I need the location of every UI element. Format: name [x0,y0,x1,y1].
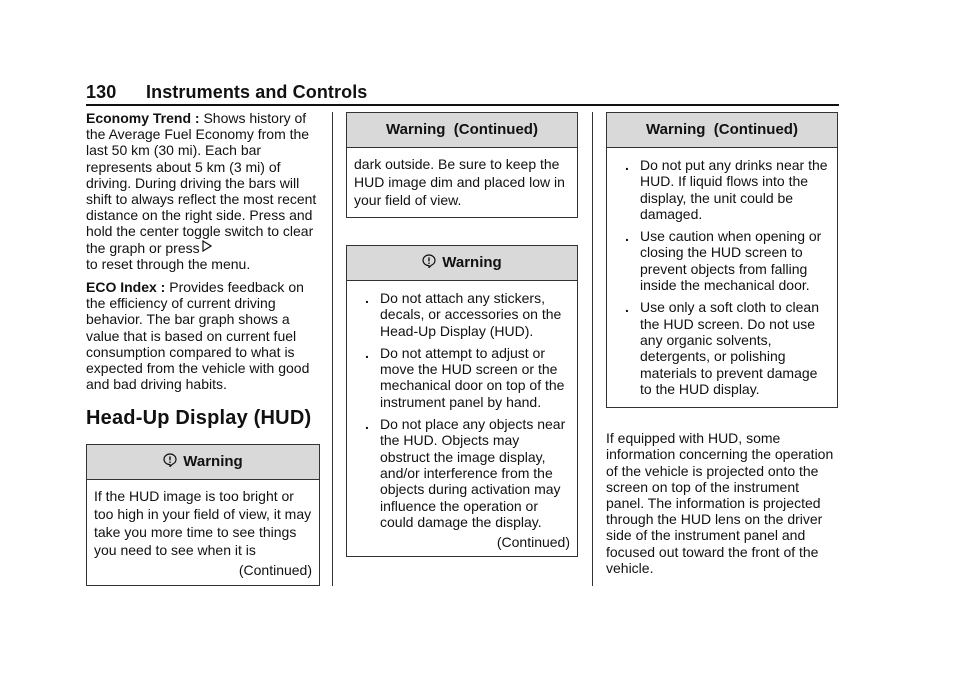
bullet-mark: . [365,416,369,433]
list-item-text: Do not put any drinks near the HUD. If liquid flows into the display, the unit could be damaged. [640,157,828,222]
hud-description-paragraph: If equipped with HUD, some information concerning the operation of the vehicle is projected onto the screen on top of the instrument panel. The information is projected through the HUD lens on the driver side of the instrument panel and focused out toward the front of the vehicle. [606,430,834,576]
list-item-text: Use only a soft cloth to clean the HUD screen. Do not use any organic solvents, detergents, or polishing materials to prevent damage to the HUD display. [640,299,819,397]
list-item-text: Do not place any objects near the HUD. Objects may obstruct the image display, and/or interference from the objects during activation may influence the operation or could damage the display. [380,416,566,530]
column-divider-2 [592,112,593,586]
list-item-text: Use caution when opening or closing the HUD screen to prevent objects from falling inside the mechanical door. [640,228,822,294]
continued-label: (Continued) [496,534,570,551]
column-divider-1 [332,112,333,586]
eco-index-text: Provides feedback on the efficiency of current driving behavior. The bar graph shows a value that is based on current fuel consumption compared to what is expected from the vehicle with good and bad driving habits. [86,279,310,393]
column-1 [86,110,320,586]
hud-heading: Head-Up Display (HUD) [86,407,312,430]
list-item [614,228,830,293]
bullet-mark: . [625,299,629,316]
warning-header [87,445,319,480]
list-item-text: Do not attempt to adjust or move the HUD screen or the mechanical door on top of the instrument panel by hand. [380,344,565,410]
economy-trend-text: Shows history of the Average Fuel Economy from the last 50 km (30 mi). Each bar represents about 5 km (3 mi) of driving. During driving the bars will shift to always reflect the most recent distance on the right side. Press and hold the center toggle switch to clear the graph or press [86,110,317,256]
bullet-mark: . [365,344,369,361]
column-2 [346,112,578,557]
warning-box-1 [86,444,320,586]
warning-body [347,281,577,556]
warning-title: Warning [442,254,502,271]
warning-continued-header: Warning (Continued) [607,113,837,148]
section-title: Instruments and Controls [146,82,368,102]
bullet-mark: . [625,157,629,173]
economy-trend-term: Economy Trend : [86,110,200,126]
page-number: 130 [86,82,117,102]
list-item [614,299,830,397]
triangle-right-icon [202,240,212,252]
warning-header [347,246,577,281]
warning-body [87,480,319,585]
warning-box-continued-2 [606,112,838,408]
economy-trend-text-end: to reset through the menu. [86,255,251,272]
list-item [354,416,570,530]
list-item [354,290,570,339]
warning-box-2 [346,245,578,557]
list-item-text: Do not attach any stickers, decals, or accessories on the Head-Up Display (HUD). [380,290,562,339]
warning-icon [422,254,436,268]
warning-title: Warning [183,453,243,471]
eco-index-term: ECO Index : [86,279,166,296]
list-item [614,157,830,222]
page-header [86,82,367,103]
bullet-mark: . [365,290,369,306]
economy-trend-paragraph [86,110,320,272]
list-item [354,345,570,410]
column-3 [606,112,838,583]
header-rule [86,104,839,106]
warning-continued-body [607,148,837,407]
warning-continued-header: Warning (Continued) [347,113,577,148]
eco-index-paragraph [86,279,320,392]
warning-text: If the HUD image is too bright or too high in your field of view, it may take you more time to see things you need to see when it is [94,488,312,559]
warning-continued-body: dark outside. Be sure to keep the HUD image dim and placed low in your field of view. [354,156,565,208]
warning-icon [163,453,177,467]
warning-box-continued-1 [346,112,578,218]
continued-label: (Continued) [238,562,312,579]
bullet-mark: . [625,228,629,245]
